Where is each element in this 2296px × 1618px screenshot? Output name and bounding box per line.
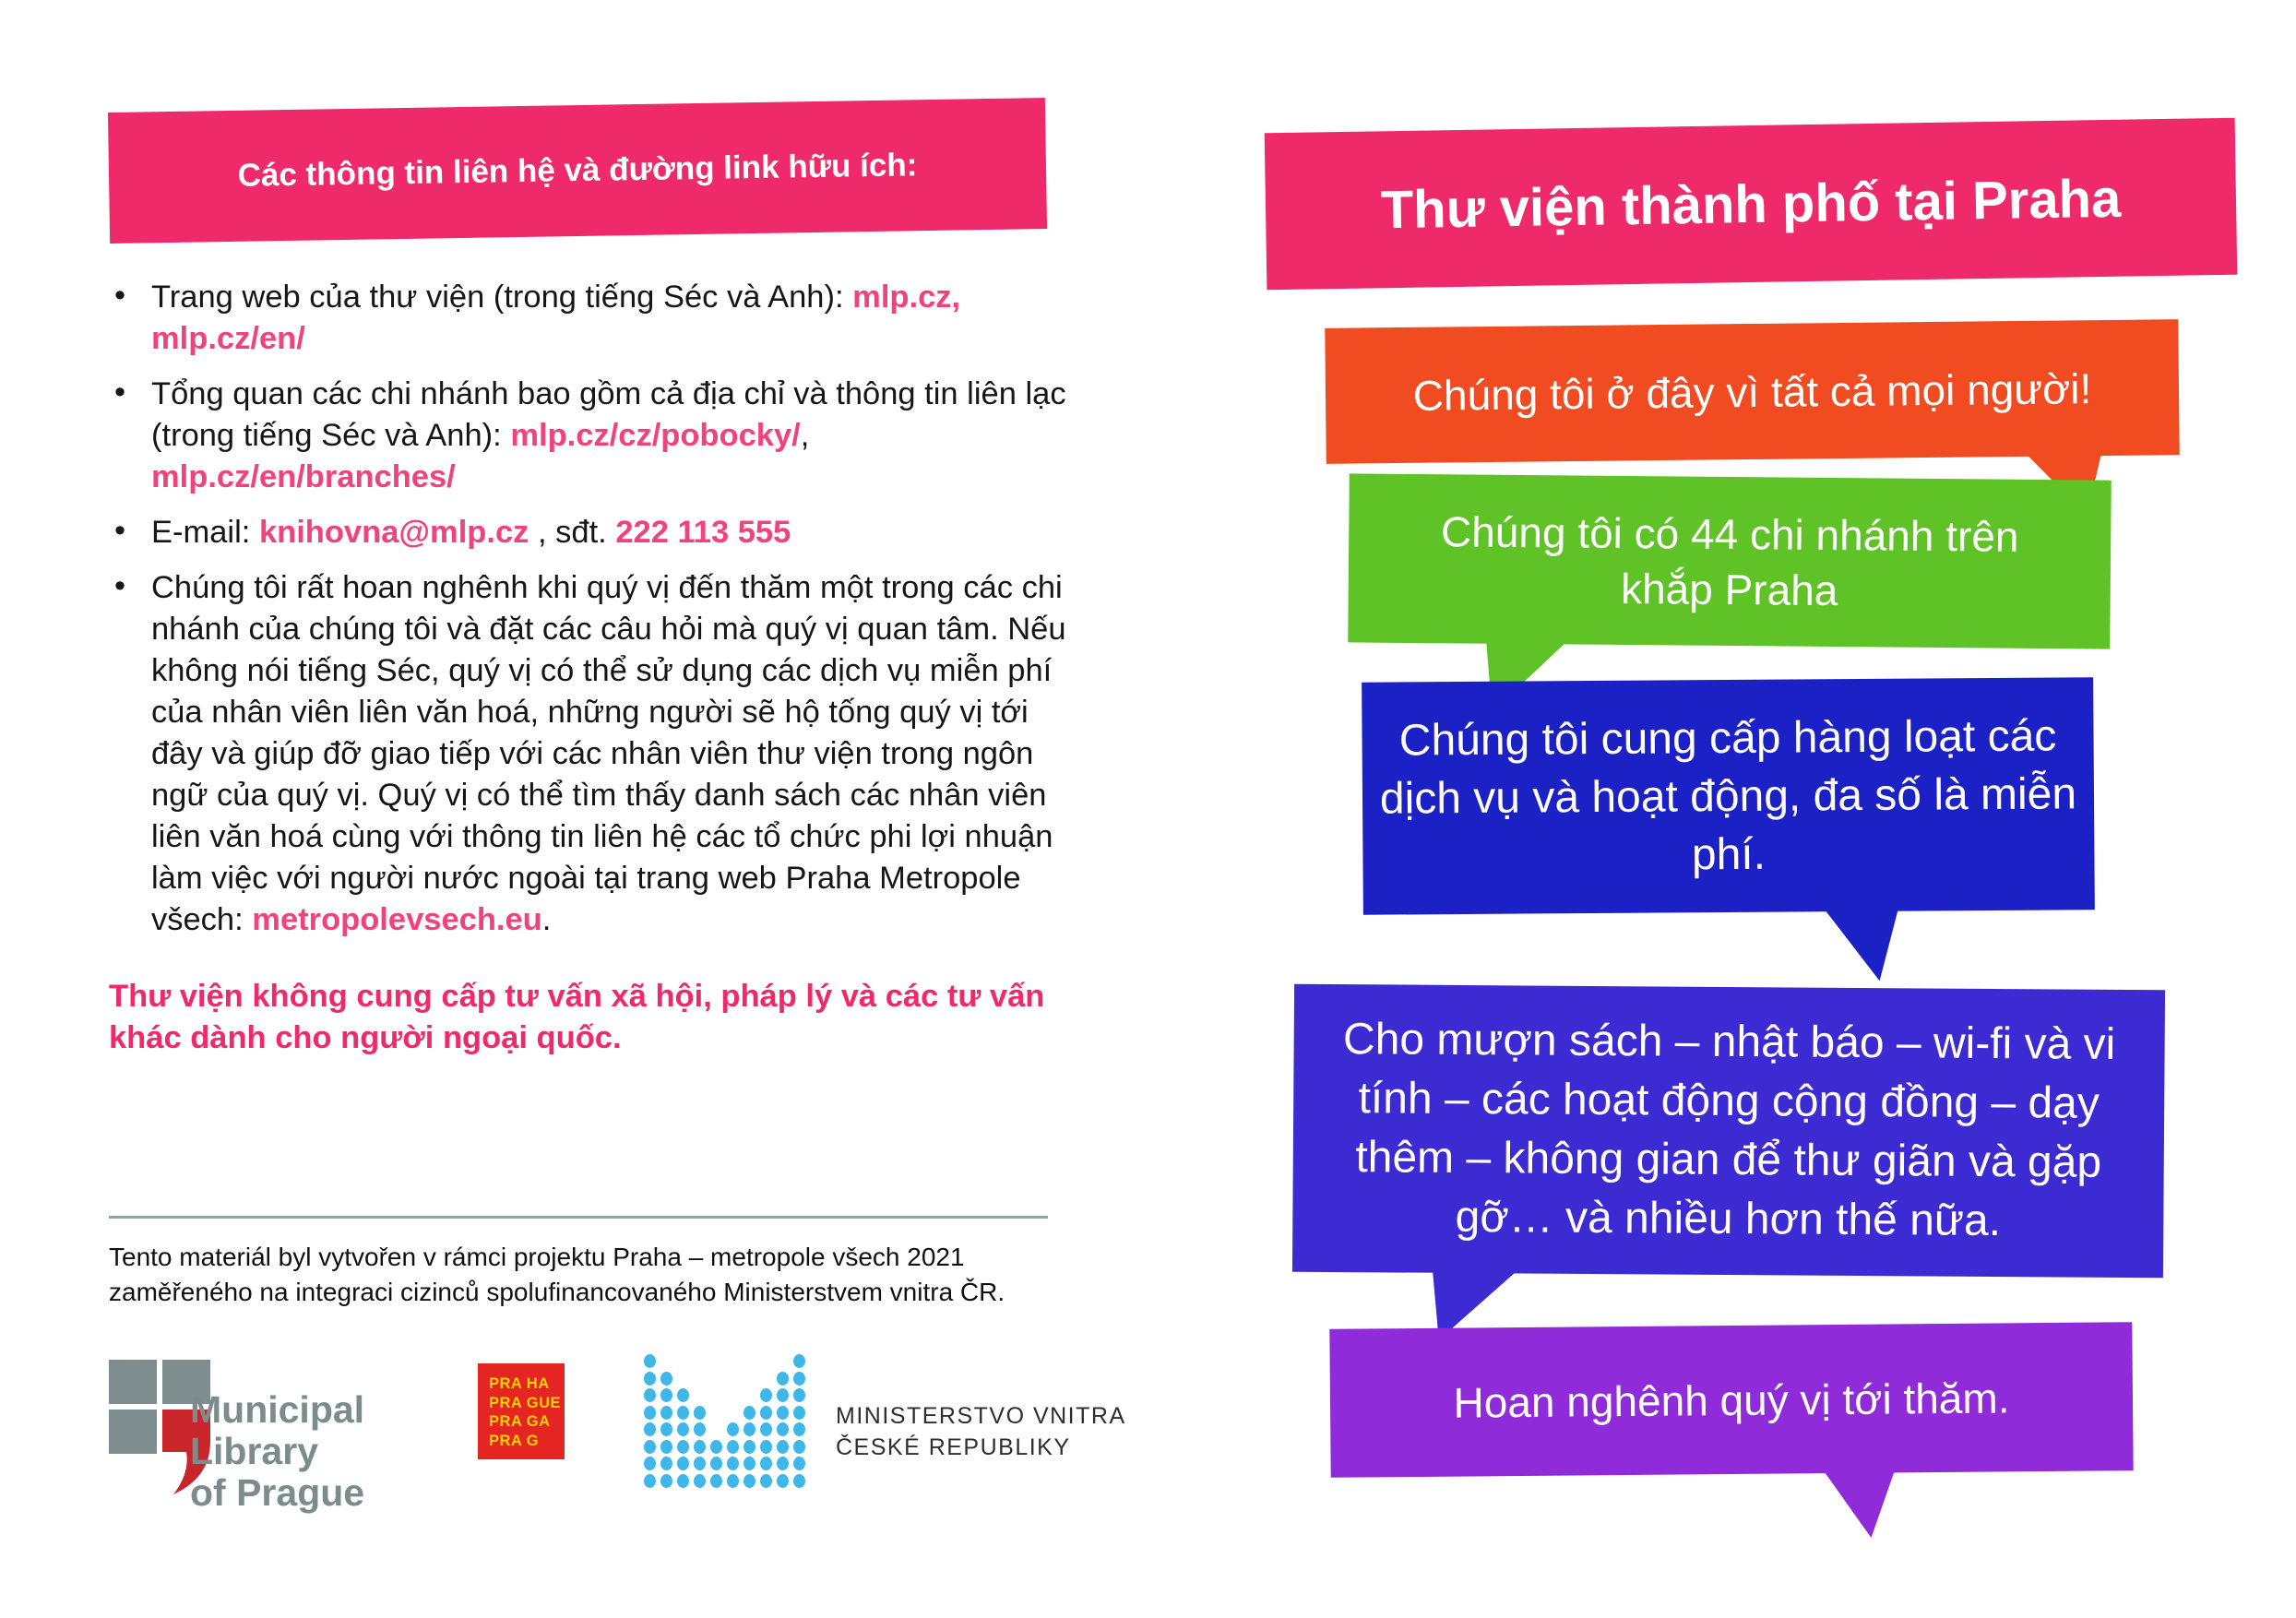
link-email[interactable]: knihovna@mlp.cz [258,515,529,550]
wordmark-line: Municipal [190,1388,365,1431]
speech-bubble-branches [1348,473,2112,648]
bullet-website-text: Trang web của thư viện (trong tiếng Séc và Anh): [151,280,853,315]
municipal-library-wordmark [190,1389,364,1514]
prague-logo-line: PRA GA [489,1413,551,1430]
speech-bubble-services [1362,677,2095,915]
link-branches-en[interactable]: mlp.cz/en/branches/ [151,459,456,494]
bullet-icon: • [114,568,126,603]
contact-bullet-list [109,277,1081,941]
speech-bubble-everyone [1325,319,2179,464]
speech-bubble-text: Chúng tôi cung cấp hàng loạt các dịch vụ và hoạt động, đa số là miễn phí. [1379,711,2077,879]
logo-square [109,1410,157,1454]
visit-paragraph-text: Chúng tôi rất hoan nghênh khi quý vị đến thăm một trong các chi nhánh của chúng tôi và đặt các câu hỏi mà quý vị quan tâm. Nếu không nói tiếng Séc, quý vị có thể sử dụng các dịch vụ miễn phí của nhân viên liên văn hoá, những người sẽ hộ tống quý vị tới đây và giúp đỡ giao tiếp với các nhân viên thư viện trong ngôn ngữ của quý vị. Quý vị có thể tìm thấy danh sách các nhân viên liên văn hoá cùng với thông tin liên hệ các tổ chức phi lợi nhuận làm việc với người nước ngoài tại trang web Praha Metropole všech: [151,570,1066,937]
link-mlp-homepages[interactable]: mlp.cz, mlp.cz/en/ [151,280,961,356]
prague-logo-line: PRA G [489,1432,540,1449]
ministry-wordmark [836,1400,1126,1463]
contact-info-body [109,277,1081,1059]
ministry-wordmark-line: MINISTERSTVO VNITRA [836,1403,1126,1429]
no-counselling-note: Thư viện không cung cấp tư vấn xã hội, pháp lý và các tư vấn khác dành cho người ngoại quốc. [109,979,1045,1055]
contact-info-banner-label: Các thông tin liên hệ và đường link hữu ích: [237,147,918,194]
email-label: E-mail: [151,515,259,550]
project-credit-text: Tento materiál byl vytvořen v rámci projektu Praha – metropole všech 2021 zaměřeného na integraci cizinců spolufinancovaného Ministerstvem vnitra ČR. [109,1243,1005,1306]
footer-divider [109,1216,1048,1219]
link-metropolevsech[interactable]: metropolevsech.eu [252,902,542,937]
bullet-icon: • [114,513,126,548]
speech-bubble-offerings [1292,984,2165,1279]
prague-logo-line: PRA GUE [489,1394,562,1411]
bullet-branches-separator: , [800,418,810,453]
visit-paragraph-period: . [541,902,552,937]
speech-bubble-text: Chúng tôi có 44 chi nhánh trên khắp Praha [1440,506,2019,614]
prague-city-logo-icon [478,1363,565,1459]
speech-bubble-text: Hoan nghênh quý vị tới thăm. [1453,1373,2010,1427]
page-title: Thư viện thành phố tại Praha [1380,168,2122,240]
bullet-branches-text: Tổng quan các chi nhánh bao gồm cả địa chỉ và thông tin liên lạc (trong tiếng Séc và Anh): [151,376,1066,453]
bullet-visit-paragraph [109,567,1081,941]
logo-square [109,1360,157,1404]
speech-bubble-text: Cho mượn sách – nhật báo – wi-fi và vi tính – các hoạt động cộng đồng – dạy thêm – không gian để thư giãn và gặp gỡ… và nhiều hơn thế nữa. [1342,1015,2116,1246]
link-branches-cz[interactable]: mlp.cz/cz/pobocky/ [510,418,801,453]
speech-bubble-welcome [1329,1322,2133,1478]
bullet-icon: • [114,278,126,313]
speech-bubble-tail [1825,909,1899,982]
bullet-email-phone [109,512,1081,553]
bullet-branches [109,374,1081,498]
bullet-website [109,277,1081,360]
wordmark-line: of Prague [190,1471,365,1514]
ministry-dots-logo-icon [644,1354,810,1489]
speech-bubble-text: Chúng tôi ở đây vì tất cả mọi người! [1412,363,2092,420]
speech-bubble-tail [1825,1471,1896,1539]
contact-info-banner [108,98,1047,244]
phone-number[interactable]: 222 113 555 [615,515,791,550]
phone-label: , sđt. [537,515,616,550]
ministry-wordmark-line: ČESKÉ REPUBLIKY [836,1434,1071,1460]
wordmark-line: Library [190,1430,318,1472]
bullet-icon: • [114,375,126,410]
title-banner [1265,118,2238,291]
prague-logo-line: PRA HA [489,1375,550,1392]
